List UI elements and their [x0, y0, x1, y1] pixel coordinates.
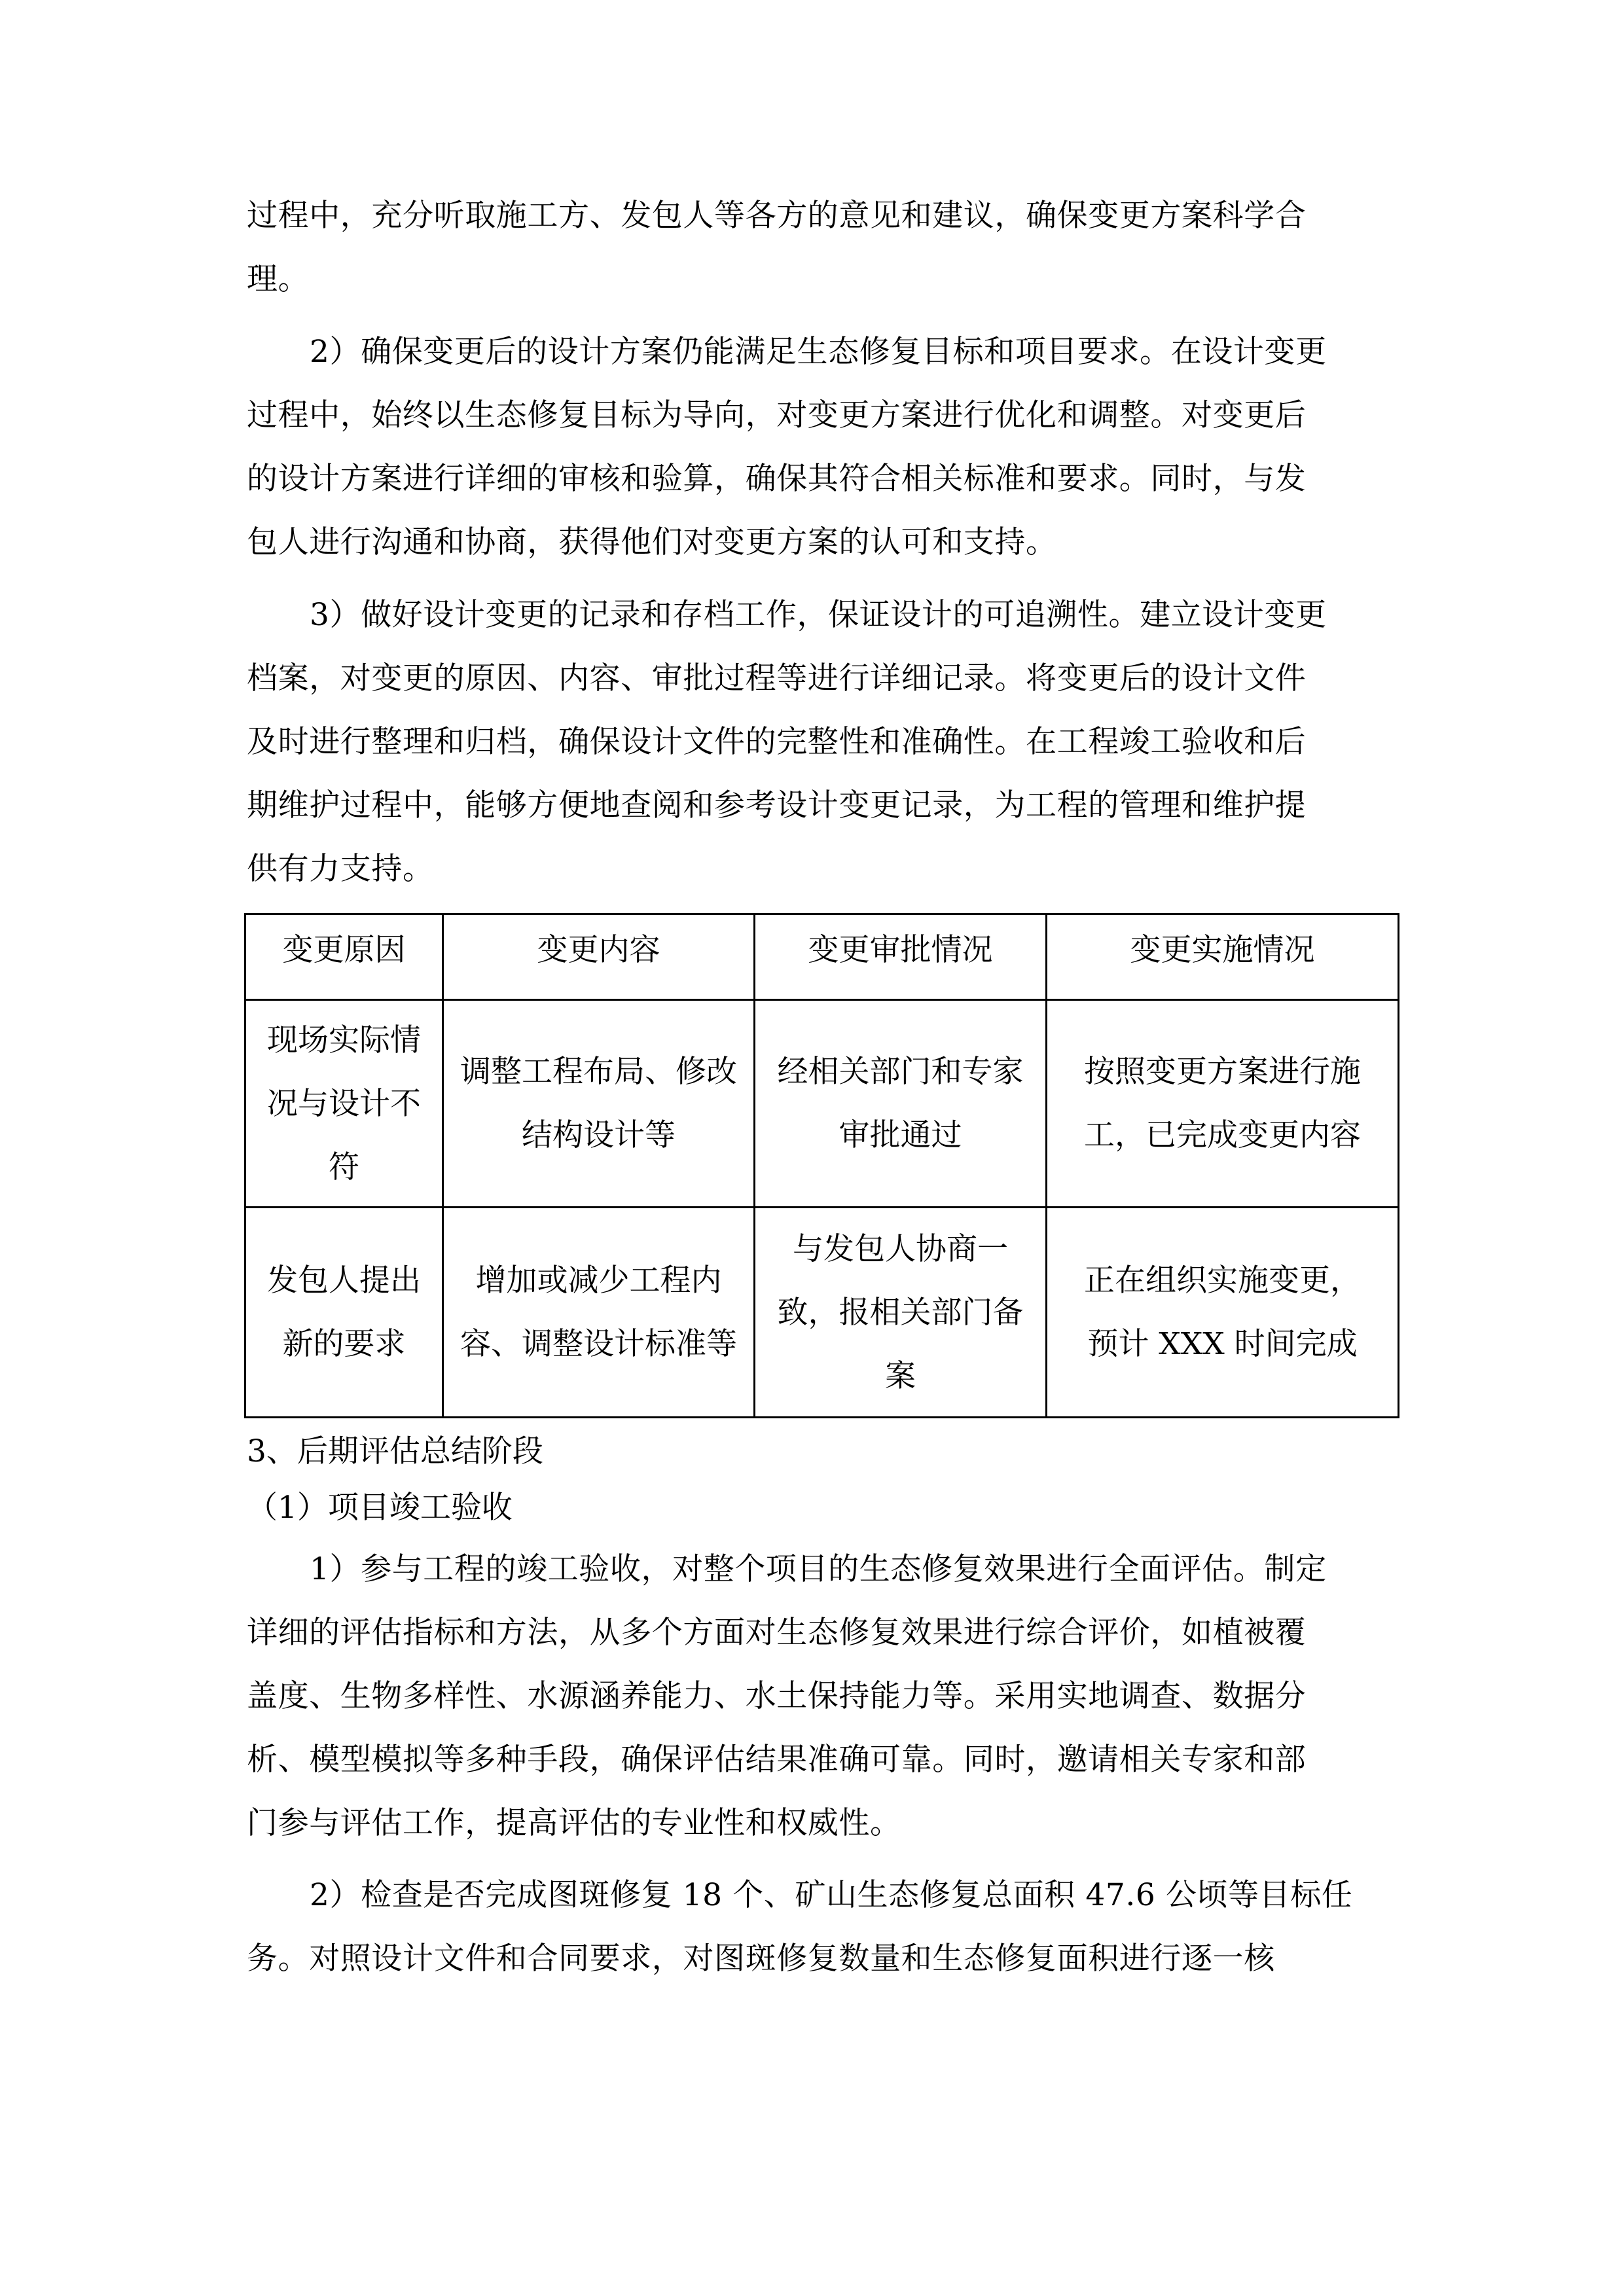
- table-cell: [245, 1208, 443, 1418]
- table-cell: [1047, 1000, 1399, 1208]
- table-row: [245, 1000, 1399, 1208]
- paragraph-line: 2）检查是否完成图斑修复 18 个、矿山生态修复总面积 47.6 公顷等目标任: [310, 1877, 1353, 1913]
- table-cell: [443, 1208, 755, 1418]
- cell-line: 预计 XXX 时间完成: [1087, 1326, 1358, 1362]
- header-change-approval: 变更审批情况: [755, 914, 1047, 1000]
- header-change-reason: 变更原因: [245, 914, 443, 1000]
- paragraph-line: 过程中，始终以生态修复目标为导向，对变更方案进行优化和调整。对变更后: [247, 397, 1307, 433]
- cell-line: 况与设计不: [267, 1085, 421, 1122]
- paragraph-line: 档案，对变更的原因、内容、审批过程等进行详细记录。将变更后的设计文件: [247, 660, 1307, 696]
- cell-line: 调整工程布局、修改: [460, 1054, 737, 1090]
- section-heading: 3、后期评估总结阶段: [247, 1433, 543, 1469]
- cell-line: 致，报相关部门备: [777, 1294, 1024, 1331]
- paragraph-line: 务。对照设计文件和合同要求，对图斑修复数量和生态修复面积进行逐一核: [247, 1941, 1275, 1977]
- paragraph-line: 盖度、生物多样性、水源涵养能力、水土保持能力等。采用实地调查、数据分: [247, 1678, 1307, 1714]
- paragraph-line: 过程中，充分听取施工方、发包人等各方的意见和建议，确保变更方案科学合: [247, 198, 1307, 234]
- table-row: [245, 1208, 1399, 1418]
- cell-line: 正在组织实施变更，: [1084, 1263, 1361, 1299]
- table-header-row: [245, 914, 1399, 1000]
- cell-line: 容、调整设计标准等: [460, 1326, 737, 1362]
- cell-line: 结构设计等: [522, 1117, 676, 1153]
- paragraph-line: 及时进行整理和归档，确保设计文件的完整性和准确性。在工程竣工验收和后: [247, 724, 1307, 760]
- paragraph-line: 2）确保变更后的设计方案仍能满足生态修复目标和项目要求。在设计变更: [310, 334, 1327, 370]
- paragraph-line: 详细的评估指标和方法，从多个方面对生态修复效果进行综合评价，如植被覆: [247, 1615, 1307, 1651]
- subsection-heading: （1）项目竣工验收: [247, 1490, 513, 1526]
- cell-line: 案: [885, 1357, 916, 1394]
- table-cell: [443, 1000, 755, 1208]
- header-change-content: 变更内容: [443, 914, 755, 1000]
- cell-line: 与发包人协商一: [793, 1230, 1008, 1267]
- cell-line: 经相关部门和专家: [777, 1054, 1024, 1090]
- paragraph-line: 1）参与工程的竣工验收，对整个项目的生态修复效果进行全面评估。制定: [310, 1551, 1327, 1587]
- paragraph-line: 理。: [247, 261, 310, 297]
- cell-line: 发包人提出: [267, 1263, 421, 1299]
- cell-line: 增加或减少工程内: [475, 1263, 722, 1299]
- cell-line: 按照变更方案进行施: [1084, 1054, 1361, 1090]
- design-change-table: [244, 913, 1399, 1418]
- header-change-implementation: 变更实施情况: [1047, 914, 1399, 1000]
- table-cell: [755, 1208, 1047, 1418]
- cell-line: 工，已完成变更内容: [1084, 1117, 1361, 1153]
- cell-line: 新的要求: [282, 1326, 406, 1362]
- paragraph-line: 期维护过程中，能够方便地查阅和参考设计变更记录，为工程的管理和维护提: [247, 787, 1307, 823]
- paragraph-line: 析、模型模拟等多种手段，确保评估结果准确可靠。同时，邀请相关专家和部: [247, 1742, 1307, 1778]
- cell-line: 符: [329, 1149, 359, 1185]
- table-cell: [245, 1000, 443, 1208]
- table-cell: [1047, 1208, 1399, 1418]
- paragraph-line: 的设计方案进行详细的审核和验算，确保其符合相关标准和要求。同时，与发: [247, 461, 1307, 497]
- cell-line: 现场实际情: [267, 1022, 421, 1058]
- paragraph-line: 包人进行沟通和协商，获得他们对变更方案的认可和支持。: [247, 524, 1057, 560]
- paragraph-line: 门参与评估工作，提高评估的专业性和权威性。: [247, 1805, 901, 1841]
- paragraph-line: 3）做好设计变更的记录和存档工作，保证设计的可追溯性。建立设计变更: [310, 597, 1327, 633]
- paragraph-line: 供有力支持。: [247, 851, 434, 887]
- cell-line: 审批通过: [839, 1117, 962, 1153]
- table-cell: [755, 1000, 1047, 1208]
